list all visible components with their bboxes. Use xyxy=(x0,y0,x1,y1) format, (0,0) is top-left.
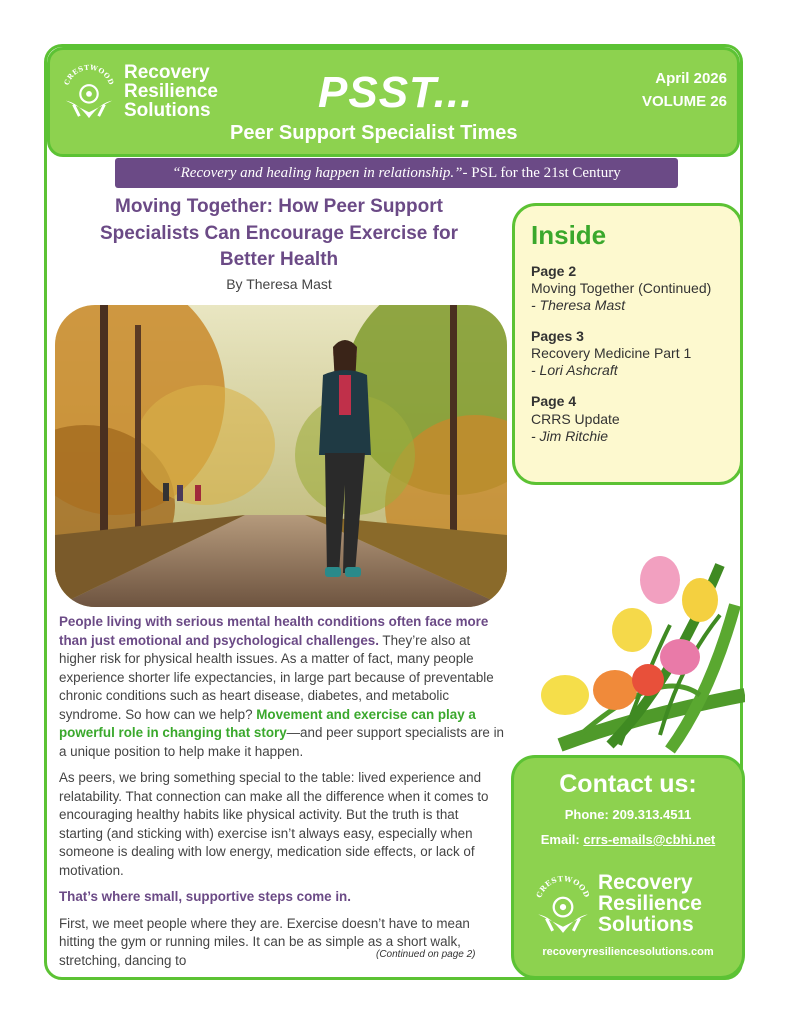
issue-info xyxy=(642,68,727,113)
paragraph-1-middle: They’re also at higher risk for physical health issues. As a matter of fact, many people experience shorter life expectancies, in large part because of preventable chronic conditions such as heart disease, diabetes, and metabolic syndrome. So how can we help? xyxy=(59,632,494,722)
article-title: Moving Together: How Peer Support Specialists Can Encourage Exercise for Better Health xyxy=(100,196,458,271)
masthead-banner xyxy=(47,47,740,157)
logo-line-1: Recovery xyxy=(598,871,693,894)
toc-title: Recovery Medicine Part 1 xyxy=(531,345,692,362)
toc-page: Pages 3 xyxy=(531,328,584,345)
quote-text: “Recovery and healing happen in relationship.” xyxy=(172,164,463,181)
header-logo[interactable] xyxy=(60,62,218,120)
phone-label: Phone: xyxy=(564,807,613,822)
paragraph-1-tail: —and peer support specialists are in a unique position to help make it happen. xyxy=(59,725,504,759)
contact-box xyxy=(511,755,745,979)
logo-wordmark xyxy=(598,872,702,935)
svg-text:CRESTWOOD xyxy=(63,63,116,86)
article-photo-woman-walking xyxy=(55,305,507,607)
logo-line-2: Resilience xyxy=(598,892,702,915)
issue-volume: VOLUME 26 xyxy=(641,92,727,110)
toc-author: - Lori Ashcraft xyxy=(531,362,618,379)
paragraph-3-callout: That’s where small, supportive steps come in. xyxy=(59,889,351,904)
logo-line-3: Solutions xyxy=(598,913,694,936)
toc-author: - Theresa Mast xyxy=(531,297,626,314)
paragraph-2: As peers, we bring something special to the table: lived experience and relatability. That connection can make all the difference when it comes to encouraging healthy habits like physical activity. But the truth is that starting (and sticking with) exercise isn’t always easy, especially when someone is dealing with low energy, medication side effects, or lack of motivation. xyxy=(59,770,489,878)
toc-author: - Jim Ritchie xyxy=(531,427,609,444)
contact-email xyxy=(514,832,742,847)
quote-banner xyxy=(115,158,678,188)
paragraph-4: First, we meet people where they are. Exercise doesn’t have to mean hitting the gym or running miles. It can be as simple as a short walk, stretching, dancing to xyxy=(59,915,470,968)
highlight-sentence: Movement and exercise can play a powerful role in changing that story xyxy=(59,706,476,740)
tulips-illustration xyxy=(520,545,745,755)
toc-item[interactable] xyxy=(531,328,724,379)
phone-number[interactable]: 209.313.4511 xyxy=(612,807,692,822)
toc-page: Page 2 xyxy=(531,263,577,279)
continued-note[interactable]: (Continued on page 2) xyxy=(376,949,476,960)
logo-line-1: Recovery xyxy=(124,61,210,83)
inside-contents-box xyxy=(512,203,743,485)
email-link[interactable]: crrs-emails@cbhi.net xyxy=(583,832,716,847)
article-body xyxy=(59,613,504,978)
article-byline: By Theresa Mast xyxy=(226,276,332,292)
toc-page: Page 4 xyxy=(531,393,577,410)
logo-arc-text: CRESTWOOD xyxy=(534,873,592,899)
crestwood-flower-logo-icon xyxy=(60,62,118,120)
newsletter-subtitle: Peer Support Specialist Times xyxy=(230,122,518,144)
website-link[interactable]: recoveryresiliencesolutions.com xyxy=(542,946,714,958)
contact-heading: Contact us: xyxy=(559,770,697,798)
newsletter-title: PSST... xyxy=(318,68,474,117)
toc-item[interactable] xyxy=(531,263,724,314)
toc-title: CRRS Update xyxy=(531,410,620,427)
svg-text:CRESTWOOD xyxy=(534,873,591,898)
lead-sentence: People living with serious mental health conditions often face more than just emotional and psychological challenges. xyxy=(59,614,489,648)
inside-heading: Inside xyxy=(531,220,607,250)
footer-logo[interactable] xyxy=(532,872,702,935)
toc-item[interactable] xyxy=(531,393,724,444)
logo-wordmark xyxy=(124,63,218,120)
logo-arc-text: CRESTWOOD xyxy=(62,63,116,87)
logo-line-3: Solutions xyxy=(124,99,211,121)
crestwood-flower-logo-icon xyxy=(532,873,594,935)
toc-title: Moving Together (Continued) xyxy=(531,280,712,297)
paragraph-1 xyxy=(59,613,504,761)
contact-phone xyxy=(514,807,742,822)
email-label: Email: xyxy=(540,832,584,847)
logo-line-2: Resilience xyxy=(124,80,218,102)
issue-date: April 2026 xyxy=(655,70,727,87)
quote-source: - PSL for the 21st Century xyxy=(462,164,621,181)
